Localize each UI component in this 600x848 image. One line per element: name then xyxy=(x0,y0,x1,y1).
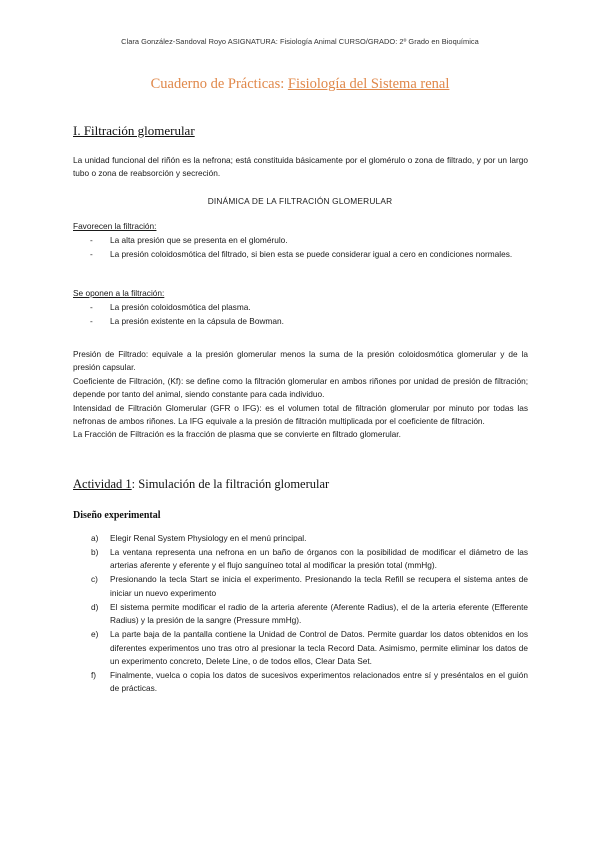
design-subheading: Diseño experimental xyxy=(73,510,161,521)
document-title xyxy=(0,76,600,93)
list-item-text: La presión coloidosmótica del filtrado, si bien esta se puede considerar igual a cero en condiciones normales. xyxy=(110,249,513,260)
intro-paragraph: La unidad funcional del riñón es la nefrona; está constituida básicamente por el glomérulo o zona de filtrado, y por un largo tubo o zona de reabsorción y secreción. xyxy=(73,155,528,179)
list-item-text: La presión existente en la cápsula de Bowman. xyxy=(110,316,284,327)
step-text: Elegir Renal System Physiology en el menú principal. xyxy=(110,533,307,543)
step-text: Finalmente, vuelca o copia los datos de sucesivos experimentos relacionados entre sí y preséntalos en el guión de prácticas. xyxy=(110,670,528,694)
oppose-list xyxy=(73,301,528,330)
dash-marker: - xyxy=(90,316,93,327)
title-prefix: Cuaderno de Prácticas: xyxy=(150,76,288,92)
list-item-text: La presión coloidosmótica del plasma. xyxy=(110,302,251,312)
step-marker: e) xyxy=(91,629,99,640)
step-text: La parte baja de la pantalla contiene la Unidad de Control de Datos. Permite guardar los datos obtenidos en los diferentes experimentos uno tras otro al presionar la tecla Record Data. Asimismo, permite eliminar los datos de un experimento concreto, Delete Line, o de todos ellos, Clear Data Set. xyxy=(110,629,528,667)
dynamics-caption: DINÁMICA DE LA FILTRACIÓN GLOMERULAR xyxy=(207,196,393,206)
dash-marker: - xyxy=(90,302,93,312)
list-item xyxy=(91,532,528,545)
step-text: La ventana representa una nefrona en un baño de órganos con la posibilidad de modificar el diámetro de las arterias aferente y eferente y el flujo sanguíneo total al modificar la presión total (mmHg). xyxy=(110,547,528,571)
activity-heading xyxy=(73,477,329,492)
list-item xyxy=(91,601,528,628)
list-item xyxy=(73,315,528,328)
step-text: El sistema permite modificar el radio de la arteria aferente (Aferente Radius), el de la arteria eferente (Efferente Radius) y la presión de la sangre (Pressure mmHg). xyxy=(110,601,528,626)
definition-filtration-pressure: Presión de Filtrado: equivale a la presión glomerular menos la suma de la presión coloidosmótica glomerular y de la presión capsular. xyxy=(73,349,528,373)
step-marker: f) xyxy=(91,670,97,681)
activity-label: Actividad 1 xyxy=(73,477,132,491)
definition-gfr: Intensidad de Filtración Glomerular (GFR o IFG): es el volumen total de filtración glomerular por minuto por todas las nefronas de ambos riñones. La IFG equivale a la presión de filtración multiplicada por el coeficiente de filtración. xyxy=(73,402,528,427)
list-item xyxy=(73,234,528,247)
running-header: Clara González-Sandoval Royo ASIGNATURA: Fisiología Animal CURSO/GRADO: 2º Grado en Bioquímica xyxy=(121,37,479,46)
definition-filtration-fraction: La Fracción de Filtración es la fracción de plasma que se convierte en filtrado glomerular. xyxy=(73,429,401,440)
list-item xyxy=(91,546,528,573)
step-marker: a) xyxy=(91,533,99,543)
definitions-block xyxy=(73,348,528,442)
dash-marker: - xyxy=(90,235,93,245)
step-marker: b) xyxy=(91,547,99,557)
title-underlined: Fisiología del Sistema renal xyxy=(287,76,450,92)
favor-subheading: Favorecen la filtración: xyxy=(73,221,157,231)
list-item xyxy=(91,628,528,668)
list-item xyxy=(73,301,528,314)
favor-list xyxy=(73,234,528,263)
definition-filtration-coefficient: Coeficiente de Filtración, (Kf): se define como la filtración glomerular en ambos riñones por unidad de presión de filtración; depende por tanto del animal, siendo constante para cada individuo. xyxy=(73,375,528,400)
list-item xyxy=(91,573,528,600)
step-marker: d) xyxy=(91,601,99,612)
dash-marker: - xyxy=(90,249,93,260)
step-marker: c) xyxy=(91,574,98,585)
list-item xyxy=(91,669,528,696)
list-item xyxy=(73,248,528,261)
activity-title-rest: : Simulación de la filtración glomerular xyxy=(131,477,330,491)
oppose-subheading: Se oponen a la filtración: xyxy=(73,288,165,298)
list-item-text: La alta presión que se presenta en el glomérulo. xyxy=(110,235,288,245)
step-text: Presionando la tecla Start se inicia el experimento. Presionando la tecla Refill se recupera el sistema antes de iniciar un nuevo experimento xyxy=(110,574,528,598)
steps-list xyxy=(91,532,528,696)
section-heading-filtration: I. Filtración glomerular xyxy=(73,123,195,138)
